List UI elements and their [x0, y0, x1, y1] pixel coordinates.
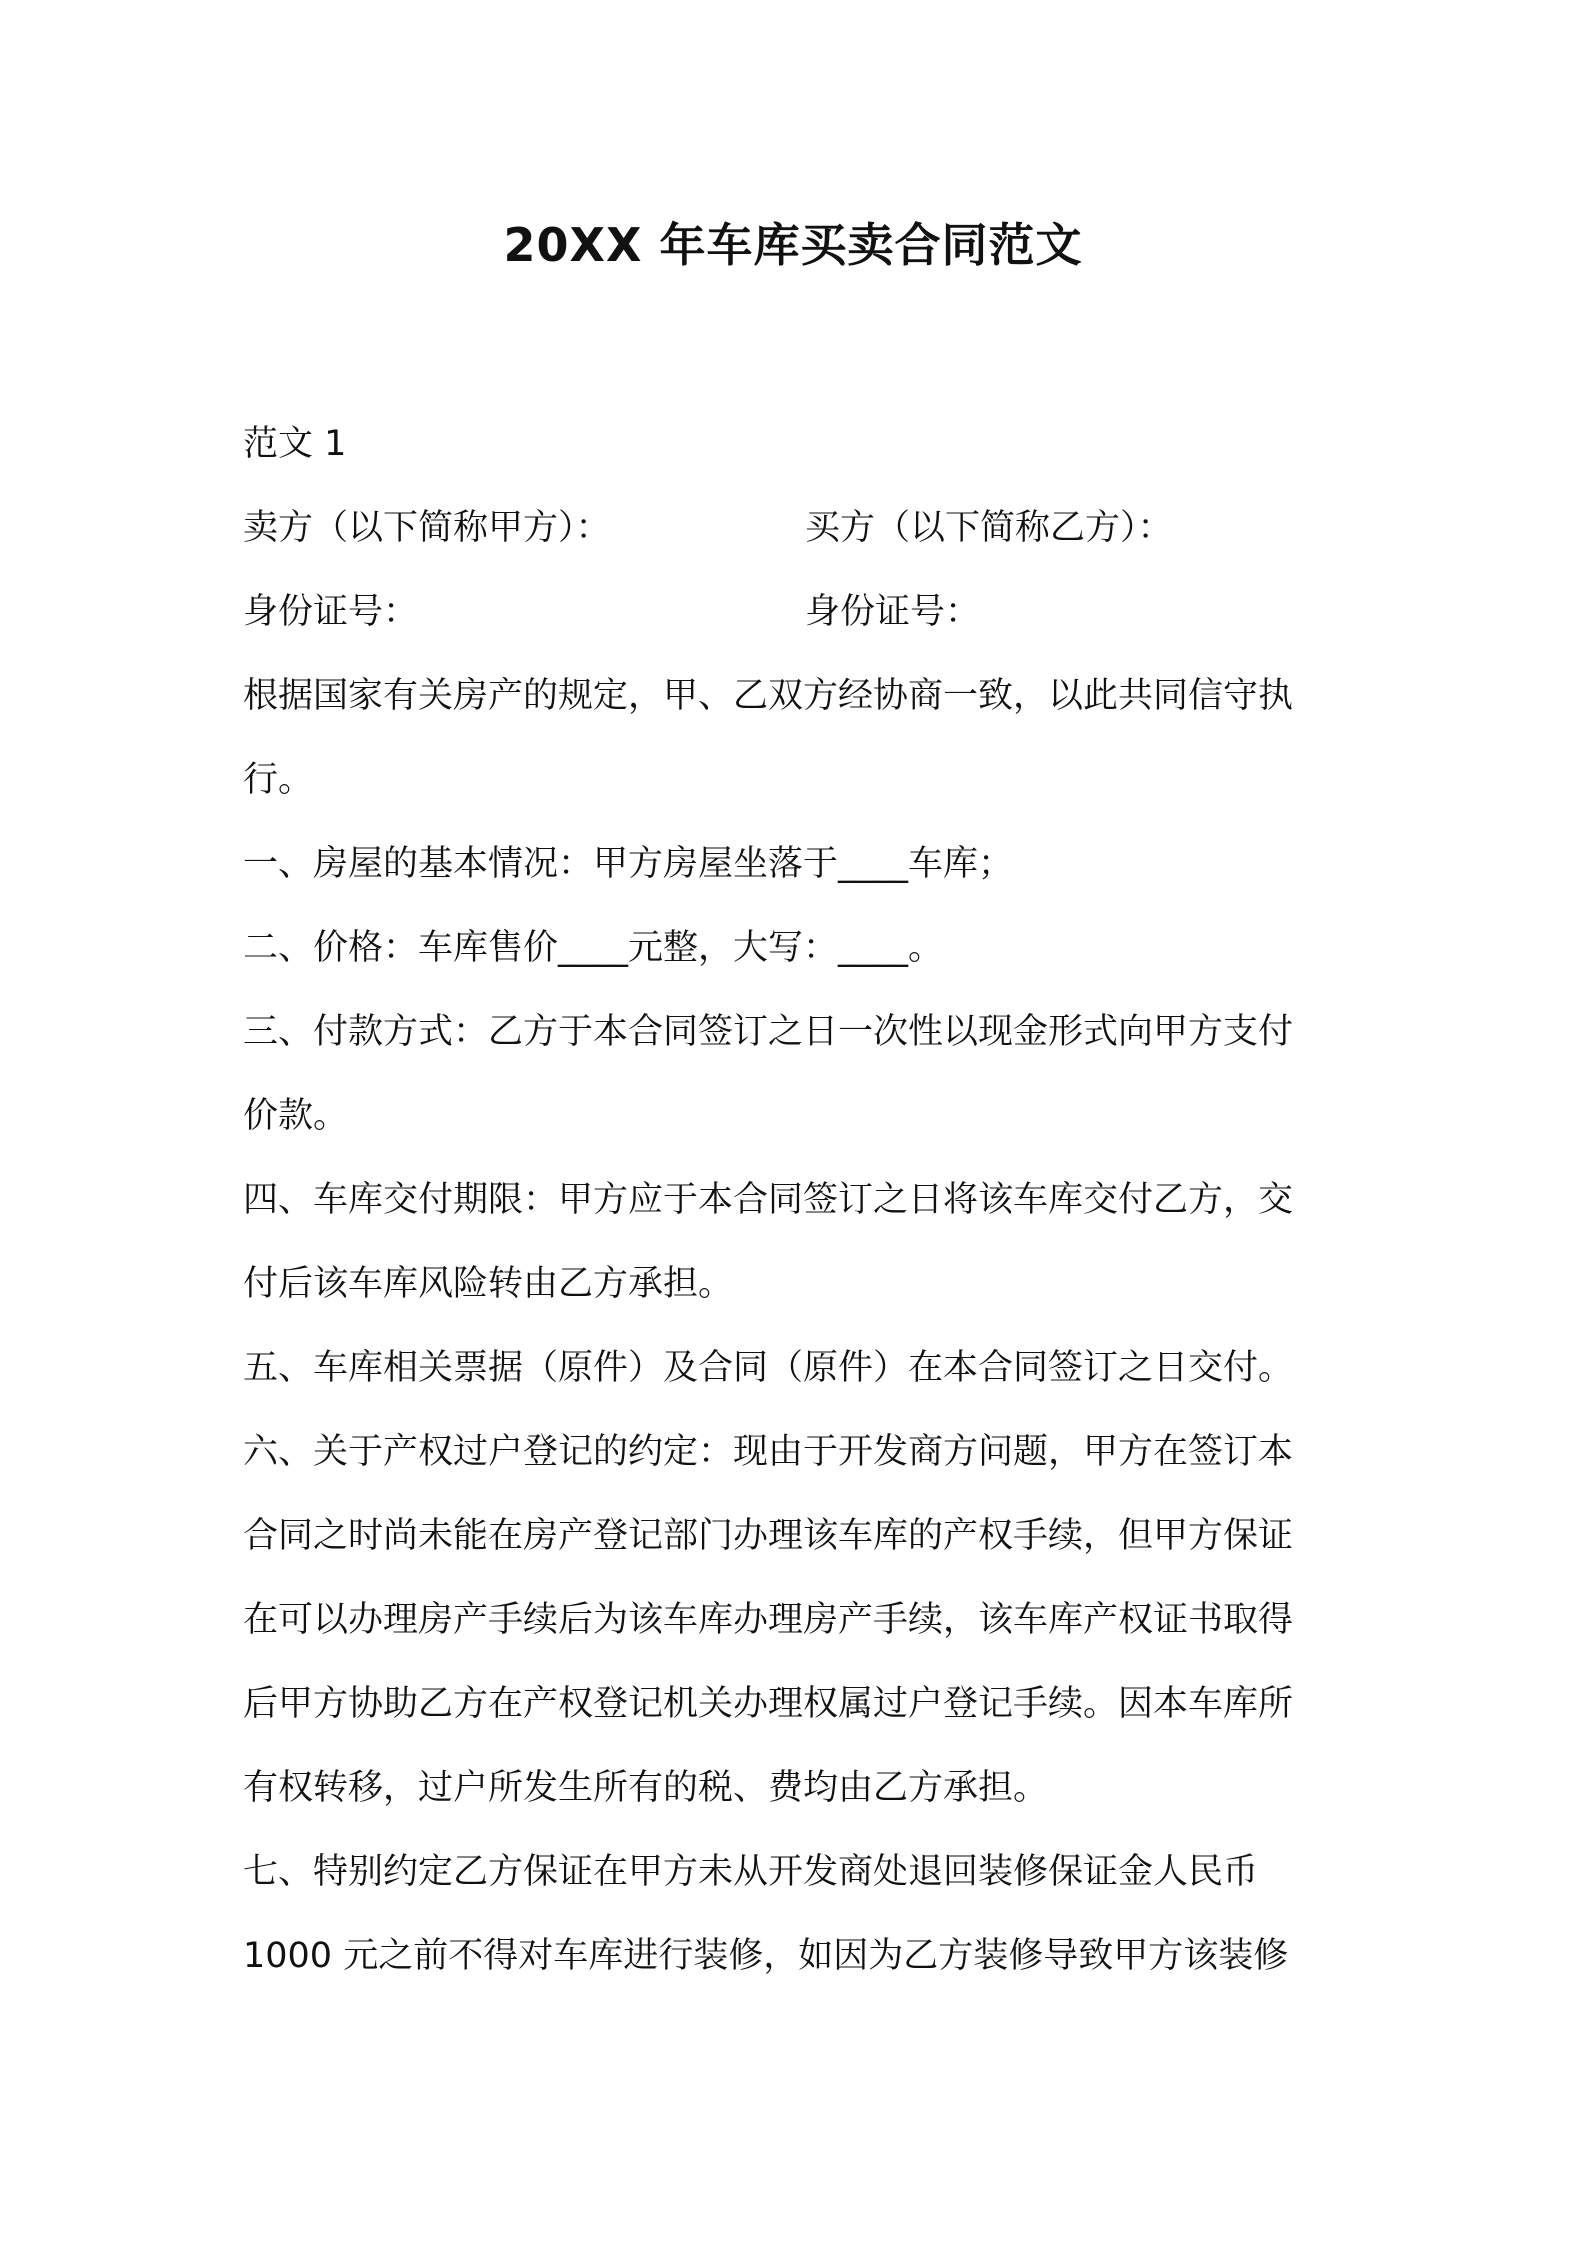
clause-line: 五、车库相关票据（原件）及合同（原件）在本合同签订之日交付。: [243, 1348, 1294, 1388]
section-label: 范文 1: [243, 424, 347, 464]
clause-line: 付后该车库风险转由乙方承担。: [243, 1264, 734, 1304]
seller-label: 卖方（以下简称甲方）：: [243, 508, 611, 548]
clause-line: 1000 元之前不得对车库进行装修，如因为乙方装修导致甲方该装修: [243, 1936, 1289, 1976]
clause-line: 七、特别约定乙方保证在甲方未从开发商处退回装修保证金人民币: [243, 1852, 1259, 1892]
party-row: [243, 486, 1353, 570]
clause-line: 后甲方协助乙方在产权登记机关办理权属过户登记手续。因本车库所: [243, 1684, 1294, 1724]
document-body: [243, 402, 1353, 1998]
clause-line: 四、车库交付期限：甲方应于本合同签订之日将该车库交付乙方，交: [243, 1180, 1294, 1220]
paragraph-line: 根据国家有关房产的规定，甲、乙双方经协商一致，以此共同信守执: [243, 676, 1294, 716]
seller-id-label: 身份证号：: [243, 592, 419, 632]
buyer-id-label: 身份证号：: [805, 592, 981, 632]
clause-line: 六、关于产权过户登记的约定：现由于开发商方问题，甲方在签订本: [243, 1432, 1294, 1472]
paragraph-line: 行。: [243, 760, 314, 800]
buyer-label: 买方（以下简称乙方）：: [805, 508, 1173, 548]
clause-line: 三、付款方式：乙方于本合同签订之日一次性以现金形式向甲方支付: [243, 1012, 1294, 1052]
clause-line: 合同之时尚未能在房产登记部门办理该车库的产权手续，但甲方保证: [243, 1516, 1294, 1556]
clause-line: 一、房屋的基本情况：甲方房屋坐落于____车库；: [243, 844, 1014, 884]
clause-line: 价款。: [243, 1096, 349, 1136]
clause-line: 二、价格：车库售价____元整，大写：____。: [243, 928, 944, 968]
clause-line: 有权转移，过户所发生所有的税、费均由乙方承担。: [243, 1768, 1049, 1808]
clause-line: 在可以办理房产手续后为该车库办理房产手续，该车库产权证书取得: [243, 1600, 1294, 1640]
document-title: 20XX 年车库买卖合同范文: [503, 218, 1083, 272]
id-row: [243, 570, 1353, 654]
